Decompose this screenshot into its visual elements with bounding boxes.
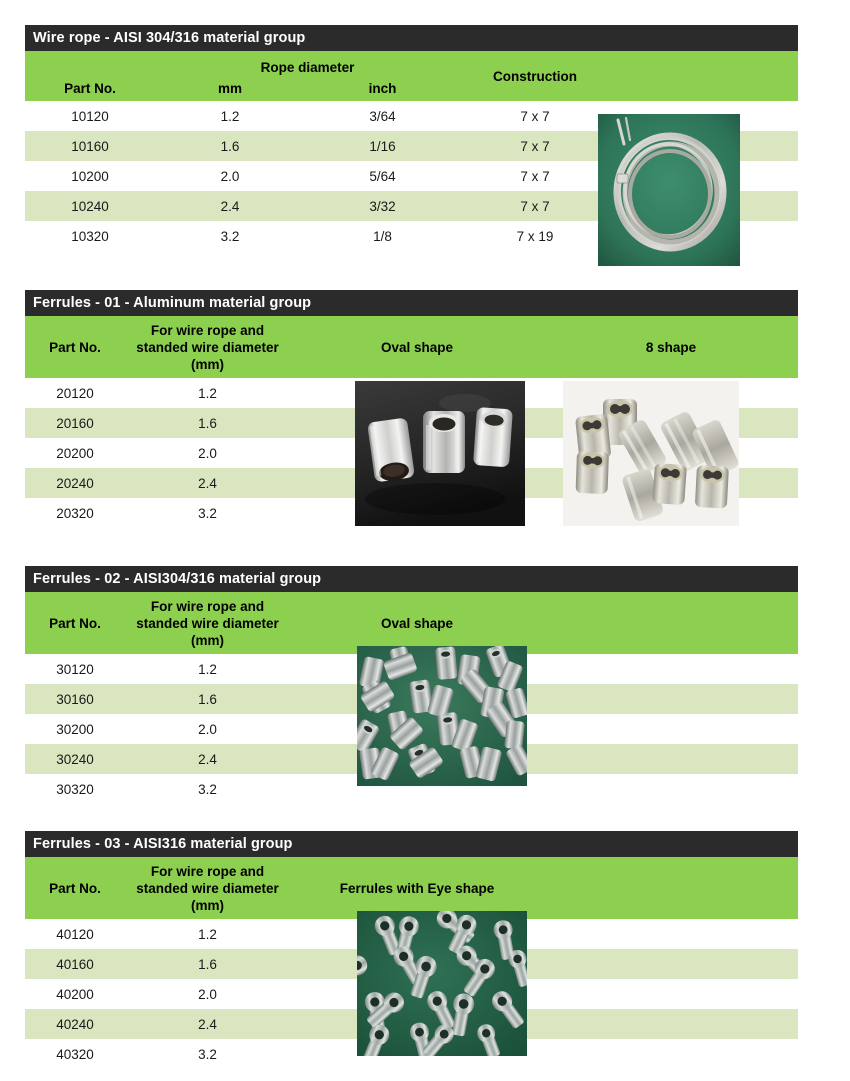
cell-mm: 3.2 — [155, 221, 305, 251]
header-oval-shape: Oval shape — [290, 592, 544, 654]
header-wire-diameter-line2: standed wire diameter — [136, 880, 279, 896]
cell-mm: 1.2 — [125, 378, 290, 408]
cell-part-no: 40240 — [25, 1009, 125, 1039]
header-eye-shape: Ferrules with Eye shape — [290, 857, 544, 919]
header-part-no: Part No. — [25, 857, 125, 919]
cell-part-no: 20240 — [25, 468, 125, 498]
cell-blank — [544, 979, 798, 1009]
header-photo-spacer — [610, 51, 798, 101]
cell-blank — [544, 949, 798, 979]
cell-mm: 3.2 — [125, 498, 290, 528]
stainless-oval-ferrules-photo — [357, 646, 527, 786]
header-construction: Construction — [460, 51, 610, 101]
cell-inch: 3/32 — [305, 191, 460, 221]
cell-inch: 5/64 — [305, 161, 460, 191]
header-wire-diameter-line2: standed wire diameter — [136, 615, 279, 631]
cell-mm: 2.0 — [125, 979, 290, 1009]
cell-mm: 1.2 — [155, 101, 305, 131]
section-title-wire-rope: Wire rope - AISI 304/316 material group — [25, 25, 798, 51]
cell-part-no: 30120 — [25, 654, 125, 684]
cell-part-no: 20160 — [25, 408, 125, 438]
cell-mm: 2.4 — [125, 468, 290, 498]
table-header-row — [25, 592, 798, 654]
cell-blank — [544, 714, 798, 744]
cell-mm: 2.0 — [155, 161, 305, 191]
cell-construction: 7 x 19 — [460, 221, 610, 251]
cell-part-no: 10320 — [25, 221, 155, 251]
cell-construction: 7 x 7 — [460, 191, 610, 221]
cell-mm: 3.2 — [125, 1039, 290, 1069]
cell-mm: 1.2 — [125, 654, 290, 684]
header-blank — [544, 592, 798, 654]
cell-part-no: 30200 — [25, 714, 125, 744]
table-header-row — [25, 857, 798, 919]
cell-part-no: 30320 — [25, 774, 125, 804]
cell-inch: 3/64 — [305, 101, 460, 131]
cell-blank — [544, 1039, 798, 1069]
cell-part-no: 40120 — [25, 919, 125, 949]
oval-ferrules-photo — [355, 381, 525, 526]
cell-part-no: 30160 — [25, 684, 125, 714]
section-title-ferrules-02: Ferrules - 02 - AISI304/316 material group — [25, 566, 798, 592]
header-rope-diameter: Rope diameter — [155, 51, 460, 75]
cell-part-no: 40320 — [25, 1039, 125, 1069]
cell-mm: 1.6 — [125, 684, 290, 714]
cell-inch: 1/8 — [305, 221, 460, 251]
header-wire-diameter-line3: (mm) — [191, 356, 224, 372]
cell-construction: 7 x 7 — [460, 131, 610, 161]
cell-mm: 2.4 — [155, 191, 305, 221]
cell-part-no: 20120 — [25, 378, 125, 408]
cell-part-no: 10120 — [25, 101, 155, 131]
cell-blank — [544, 684, 798, 714]
header-mm: mm — [155, 75, 305, 101]
header-wire-diameter — [125, 592, 290, 654]
header-wire-diameter-line1: For wire rope and — [150, 322, 265, 338]
cell-mm: 2.4 — [125, 744, 290, 774]
cell-blank — [544, 1009, 798, 1039]
cell-part-no: 10160 — [25, 131, 155, 161]
eye-shape-ferrules-photo — [357, 911, 527, 1056]
cell-part-no: 10240 — [25, 191, 155, 221]
cell-mm: 2.0 — [125, 714, 290, 744]
header-inch: inch — [305, 75, 460, 101]
cell-mm: 1.6 — [155, 131, 305, 161]
cell-construction: 7 x 7 — [460, 101, 610, 131]
cell-part-no: 40160 — [25, 949, 125, 979]
header-part-no: Part No. — [25, 75, 155, 101]
eight-shape-ferrules-photo — [563, 381, 739, 526]
table-header-group-row — [25, 51, 798, 75]
cell-mm: 3.2 — [125, 774, 290, 804]
table-header-row — [25, 316, 798, 378]
cell-blank — [544, 744, 798, 774]
header-wire-diameter-line1: For wire rope and — [150, 863, 265, 879]
header-8-shape: 8 shape — [544, 316, 798, 378]
header-wire-diameter-line1: For wire rope and — [150, 598, 265, 614]
section-title-ferrules-03: Ferrules - 03 - AISI316 material group — [25, 831, 798, 857]
section-title-ferrules-01: Ferrules - 01 - Aluminum material group — [25, 290, 798, 316]
cell-mm: 2.4 — [125, 1009, 290, 1039]
cell-blank — [544, 919, 798, 949]
cell-blank — [544, 774, 798, 804]
cell-mm: 1.6 — [125, 949, 290, 979]
header-wire-diameter-line3: (mm) — [191, 632, 224, 648]
cell-part-no: 40200 — [25, 979, 125, 1009]
cell-part-no: 20320 — [25, 498, 125, 528]
cell-part-no: 10200 — [25, 161, 155, 191]
header-part-no: Part No. — [25, 592, 125, 654]
wire-rope-coil-photo — [598, 114, 740, 266]
cell-blank — [544, 654, 798, 684]
header-wire-diameter — [125, 857, 290, 919]
cell-mm: 1.6 — [125, 408, 290, 438]
cell-mm: 1.2 — [125, 919, 290, 949]
header-wire-diameter-line2: standed wire diameter — [136, 339, 279, 355]
cell-mm: 2.0 — [125, 438, 290, 468]
cell-construction: 7 x 7 — [460, 161, 610, 191]
cell-part-no: 30240 — [25, 744, 125, 774]
header-blank — [544, 857, 798, 919]
header-oval-shape: Oval shape — [290, 316, 544, 378]
header-spacer — [25, 51, 155, 75]
cell-part-no: 20200 — [25, 438, 125, 468]
header-wire-diameter — [125, 316, 290, 378]
header-part-no: Part No. — [25, 316, 125, 378]
cell-inch: 1/16 — [305, 131, 460, 161]
header-wire-diameter-line3: (mm) — [191, 897, 224, 913]
